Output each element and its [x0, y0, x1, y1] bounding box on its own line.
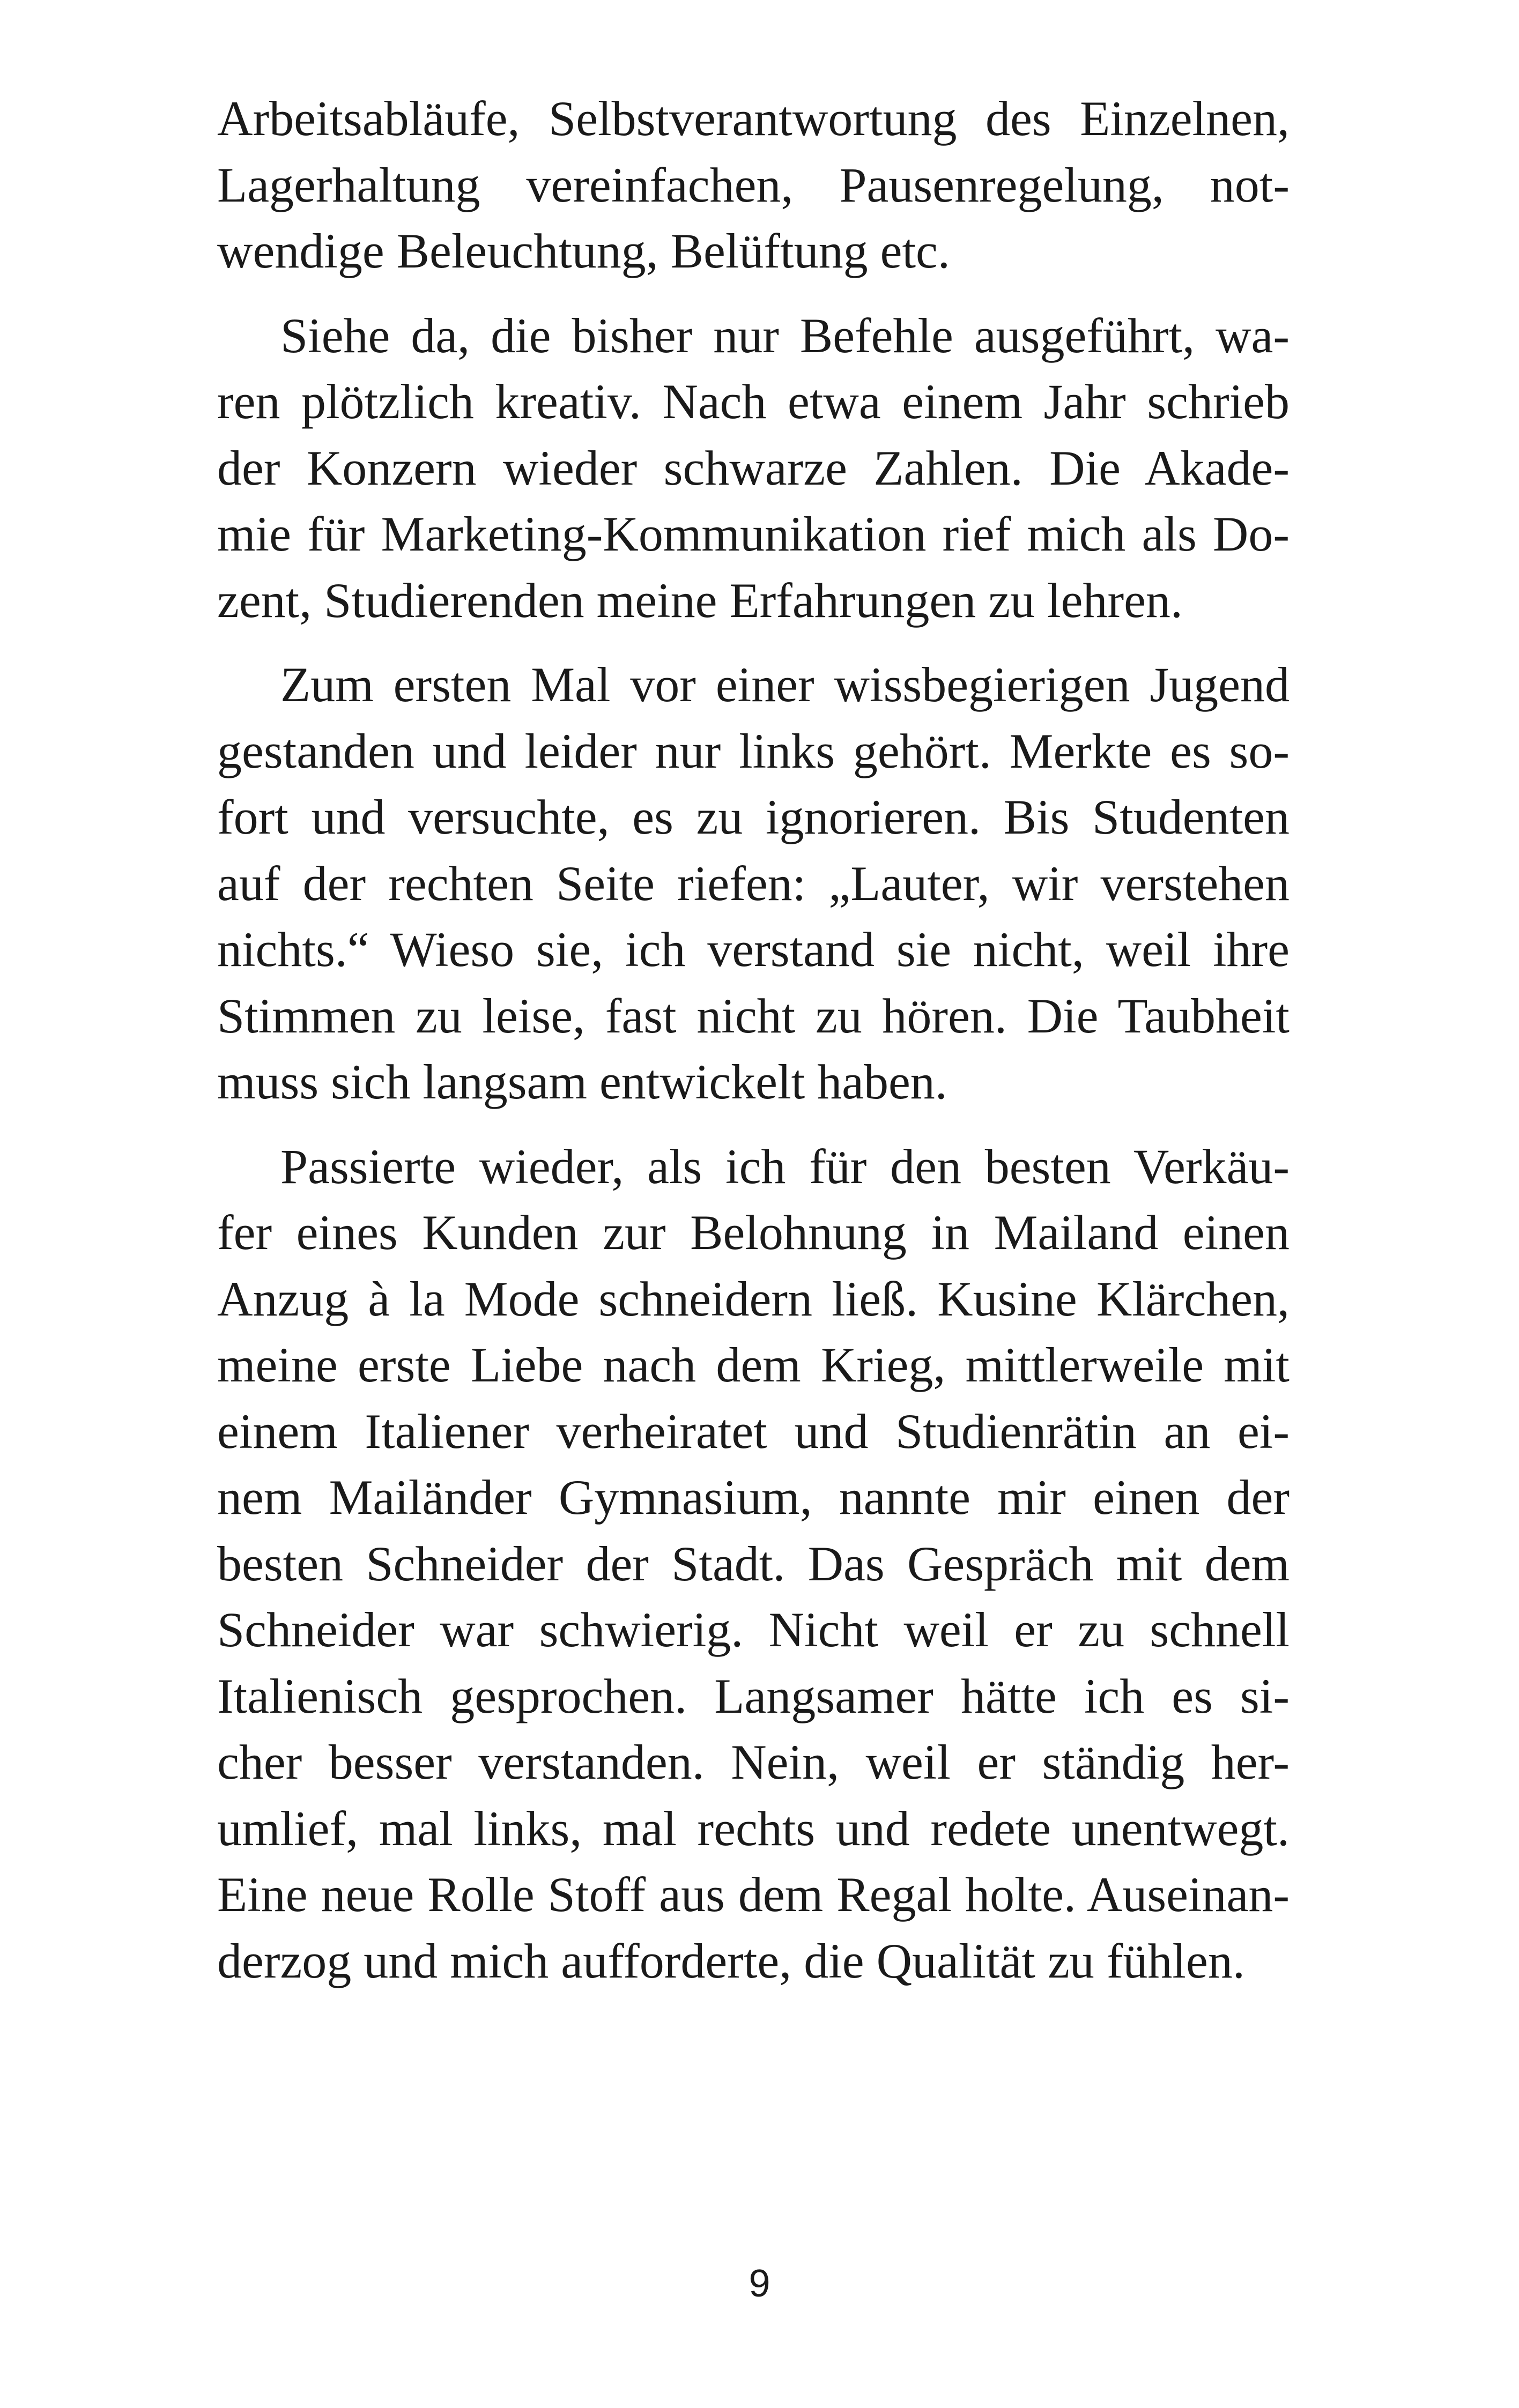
paragraph-2 [217, 303, 1290, 634]
text-line: nem Mailänder Gymnasium, nannte mir einen der [217, 1470, 1290, 1525]
text-line: Siehe da, die bisher nur Befehle ausgeführt, wa- [280, 308, 1290, 363]
text-line: derzog und mich aufforderte, die Qualität zu fühlen. [217, 1933, 1245, 1988]
text-line: wendige Beleuchtung, Belüftung etc. [217, 224, 950, 278]
text-line: einem Italiener verheiratet und Studienrätin an ei- [217, 1403, 1290, 1459]
text-line: der Konzern wieder schwarze Zahlen. Die Akade- [217, 440, 1290, 495]
text-line: fer eines Kunden zur Belohnung in Mailand einen [217, 1205, 1290, 1260]
text-line: cher besser verstanden. Nein, weil er ständig her- [217, 1735, 1290, 1789]
text-line: auf der rechten Seite riefen: „Lauter, wir verstehen [217, 856, 1290, 911]
text-line: Stimmen zu leise, fast nicht zu hören. Die Taubheit [217, 988, 1290, 1043]
text-line: muss sich langsam entwickelt haben. [217, 1054, 947, 1109]
text-line: Schneider war schwierig. Nicht weil er zu schnell [217, 1602, 1290, 1657]
text-line: umlief, mal links, mal rechts und redete unentwegt. [217, 1801, 1290, 1856]
text-line: fort und versuchte, es zu ignorieren. Bis Studenten [217, 790, 1290, 844]
text-line: zent, Studierenden meine Erfahrungen zu lehren. [217, 573, 1183, 628]
page-number: 9 [749, 2262, 770, 2305]
text-line: besten Schneider der Stadt. Das Gespräch mit dem [217, 1536, 1290, 1591]
paragraph-1 [217, 86, 1290, 285]
page-body [217, 86, 1290, 2012]
text-line: Eine neue Rolle Stoff aus dem Regal holte. Auseinan- [217, 1867, 1290, 1922]
text-line: Anzug à la Mode schneidern ließ. Kusine Klärchen, [217, 1271, 1290, 1326]
text-line: gestanden und leider nur links gehört. Merkte es so- [217, 723, 1290, 778]
text-line: Zum ersten Mal vor einer wissbegierigen Jugend [280, 657, 1290, 712]
text-line: Passierte wieder, als ich für den besten Verkäu- [280, 1139, 1290, 1194]
paragraph-4 [217, 1134, 1290, 1995]
paragraph-3 [217, 652, 1290, 1116]
text-line: meine erste Liebe nach dem Krieg, mittlerweile mit [217, 1337, 1290, 1392]
text-line: nichts.“ Wieso sie, ich verstand sie nicht, weil ihre [217, 922, 1290, 977]
text-line: Lagerhaltung vereinfachen, Pausenregelung, not- [217, 157, 1290, 212]
text-line: ren plötzlich kreativ. Nach etwa einem Jahr schrieb [217, 374, 1290, 429]
text-line: Italienisch gesprochen. Langsamer hätte ich es si- [217, 1668, 1290, 1723]
text-line: Arbeitsabläufe, Selbstverantwortung des Einzelnen, [217, 91, 1290, 146]
text-line: mie für Marketing-Kommunikation rief mich als Do- [217, 507, 1290, 561]
